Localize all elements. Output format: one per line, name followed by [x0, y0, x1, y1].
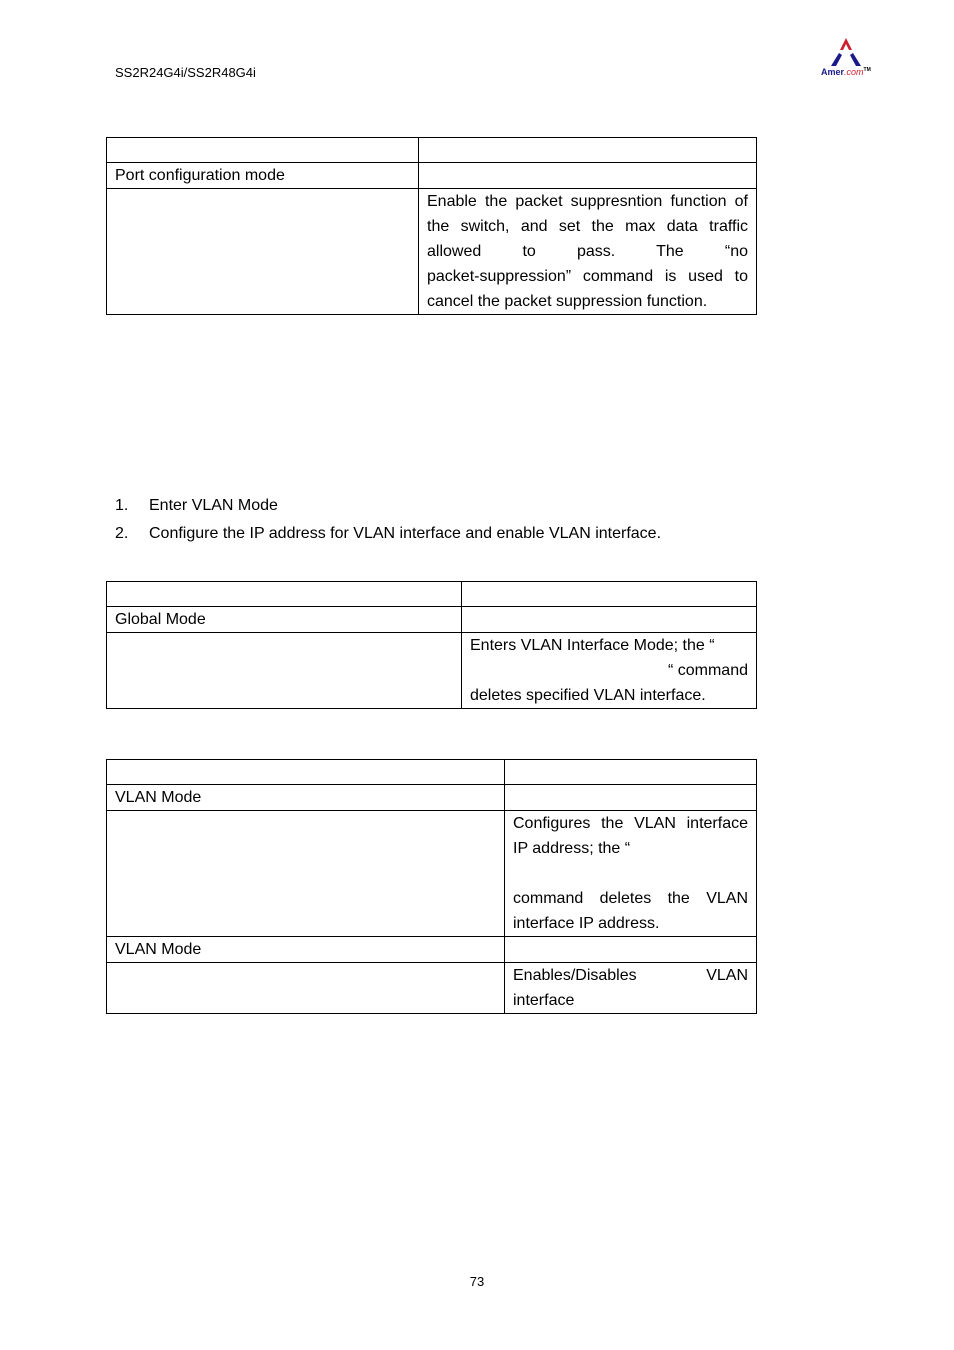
- explanation-line: allowed to pass. The “no: [427, 243, 748, 260]
- logo-brand: Amer: [821, 67, 845, 77]
- explanation-blank-line: [513, 861, 748, 886]
- configuration-steps-list: [115, 492, 661, 548]
- table-row: [107, 785, 757, 811]
- explanation-line: Enables/Disables VLAN: [513, 967, 748, 984]
- table-row: [107, 582, 757, 607]
- explanation-line: command deletes the VLAN: [513, 890, 748, 907]
- table-row: [107, 163, 757, 189]
- table-row: [107, 607, 757, 633]
- command-cell: [107, 963, 505, 1014]
- logo-trademark: TM: [863, 67, 871, 73]
- explanation-line: the switch, and set the max data traffic: [427, 218, 748, 235]
- table-row: [107, 760, 757, 785]
- step-text: Enter VLAN Mode: [149, 497, 278, 514]
- explanation-cell: [505, 811, 757, 937]
- step-text: Configure the IP address for VLAN interface and enable VLAN interface.: [149, 525, 662, 542]
- table-cell: [505, 760, 757, 785]
- explanation-line: Enable the packet suppresntion function of: [427, 193, 748, 210]
- mode-cell: Port configuration mode: [107, 163, 419, 189]
- explanation-line: Enters VLAN Interface Mode; the “: [470, 637, 715, 654]
- mode-cell: VLAN Mode: [107, 785, 505, 811]
- mode-cell: VLAN Mode: [107, 937, 505, 963]
- table-cell: [107, 138, 419, 163]
- table-cell: [107, 582, 462, 607]
- list-item: [115, 520, 661, 548]
- step-number: 2.: [115, 525, 129, 542]
- table-row: [107, 633, 757, 709]
- vlan-ip-address-command-table: [106, 759, 757, 1014]
- table-row: [107, 189, 757, 315]
- command-cell: [107, 811, 505, 937]
- document-header-model: SS2R24G4i/SS2R48G4i: [115, 65, 256, 80]
- table-row: [107, 937, 757, 963]
- table-cell: [107, 760, 505, 785]
- command-cell: [107, 633, 462, 709]
- table-cell: [419, 163, 757, 189]
- table-row: [107, 138, 757, 163]
- table-cell: [419, 138, 757, 163]
- company-logo: [817, 36, 877, 82]
- step-number: 1.: [115, 497, 129, 514]
- explanation-line: deletes specified VLAN interface.: [470, 687, 706, 704]
- table-cell: [462, 607, 757, 633]
- logo-domain: .com: [844, 67, 864, 77]
- explanation-line: “ command: [667, 662, 748, 679]
- explanation-cell: [419, 189, 757, 315]
- amer-triangle-logo-icon: [817, 36, 877, 70]
- mode-cell: Global Mode: [107, 607, 462, 633]
- explanation-cell: [505, 963, 757, 1014]
- explanation-cell: [462, 633, 757, 709]
- vlan-interface-command-table: [106, 581, 757, 709]
- logo-wordmark: [821, 67, 871, 77]
- explanation-line: interface IP address.: [513, 915, 660, 932]
- command-cell: [107, 189, 419, 315]
- explanation-line: interface: [513, 992, 575, 1009]
- packet-suppression-command-table: [106, 137, 757, 315]
- explanation-line: packet-suppression” command is used to: [427, 268, 748, 285]
- explanation-line: IP address; the “: [513, 840, 631, 857]
- page-number: 73: [469, 1274, 485, 1289]
- explanation-line: cancel the packet suppression function.: [427, 293, 708, 310]
- list-item: [115, 492, 661, 520]
- table-cell: [505, 937, 757, 963]
- explanation-line: Configures the VLAN interface: [513, 815, 748, 832]
- table-cell: [462, 582, 757, 607]
- table-cell: [505, 785, 757, 811]
- table-row: [107, 811, 757, 937]
- table-row: [107, 963, 757, 1014]
